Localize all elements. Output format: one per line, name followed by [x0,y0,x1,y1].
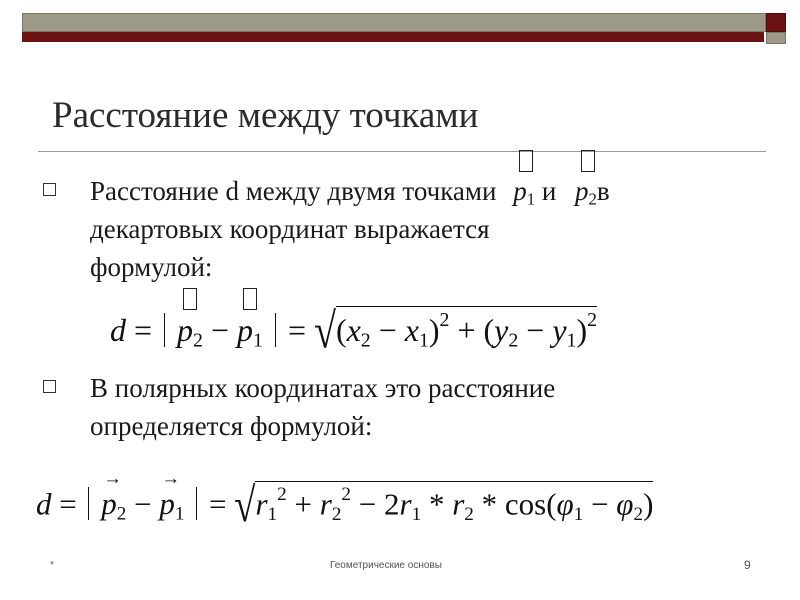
bullet-2-line-1: В полярных координатах это расстояние [90,373,556,403]
bullet-1-suffix: в [596,176,610,206]
vector-arrow-icon: → [161,468,180,490]
header-decor-square [766,13,786,32]
radicand: $(x_2 - x_1)^2 + (y_2 - y_1)^2$ [336,306,597,352]
radicand: $r_1^2 + r_2^2 - 2r_1 * r_2 * \cos(\varphi_1 - \varphi_2)$ [255,481,653,526]
vector-placeholder-glyph [581,150,595,172]
formula-cartesian: d = $p_2$ − $p_1 = √(x_2 - x_1)^2 + (y_2 - y_1)^2$ [110,306,597,354]
vector-arrow-icon: → [103,468,122,490]
vector-placeholder-glyph [183,288,197,310]
bullet-1-text-start: Расстояние d между двумя точками [90,176,497,206]
page-number: 9 [744,558,751,572]
footer-date-placeholder: * [50,560,54,571]
sqrt-icon: √ [313,302,336,359]
formula-polar: d = → $p_2$ − → $p_1 = √r_1^2 + r_2^2 - 2r_1 * r_2 * \cos(\varphi_1 - \varphi_2)$ [36,468,654,532]
header-accent-bar [22,32,764,42]
title-divider [38,151,766,152]
abs-bar [196,487,197,520]
vector-placeholder-glyph [243,288,257,310]
header-decor-bar [22,13,766,32]
abs-bar [88,487,89,520]
sqrt-icon: √ [234,478,256,532]
bullet-marker [43,380,56,393]
header-decor-square-lower [766,32,786,44]
bullet-1-line-3: формулой: [90,252,213,282]
bullet-1-line-2: декартовых координат выражается [90,214,490,244]
bullet-marker [43,183,56,196]
slide-title: Расстояние между точками [52,95,479,136]
footer-title: Геометрические основы [330,560,442,571]
vector-placeholder-glyph [519,150,533,172]
point-p2-symbol: $p_2$ [575,172,597,219]
abs-bar [164,313,165,347]
point-p1-symbol: $p_1$ [513,172,535,219]
bullet-1-and: и [541,176,557,206]
bullet-2-line-2: определяется формулой: [90,411,373,441]
abs-bar [275,313,276,347]
